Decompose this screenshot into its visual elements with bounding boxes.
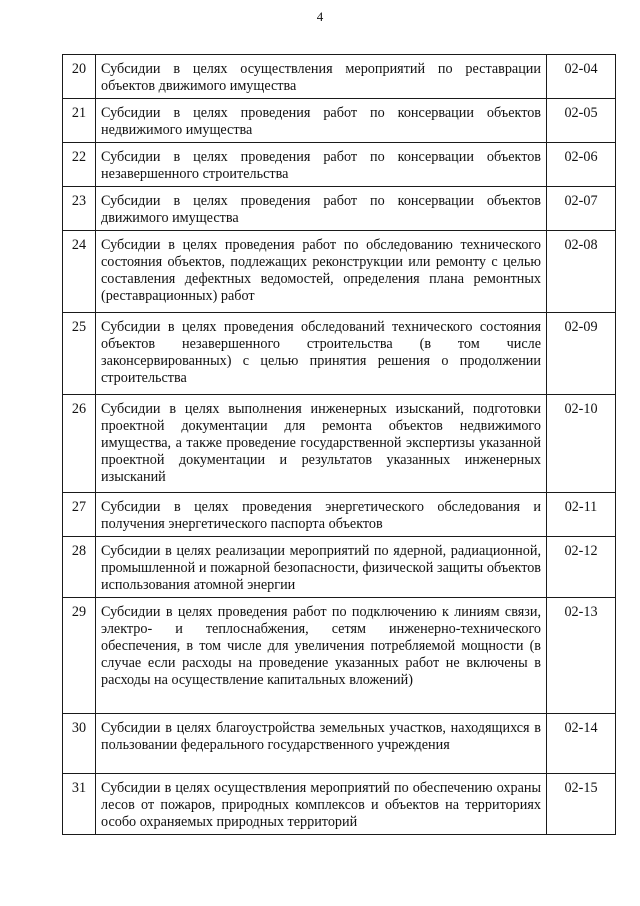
row-number: 31 — [63, 774, 96, 835]
row-code: 02-10 — [547, 395, 616, 493]
table-row — [63, 55, 616, 99]
row-code: 02-11 — [547, 493, 616, 537]
row-code: 02-04 — [547, 55, 616, 99]
row-description: Субсидии в целях проведения работ по обследованию технического состояния объектов, подлежащих реконструкции или ремонту с целью составления дефектных ведомостей, определения плана ремонтных (реставрационных) работ — [96, 231, 547, 313]
table-row — [63, 231, 616, 313]
row-code: 02-13 — [547, 598, 616, 714]
row-code: 02-05 — [547, 99, 616, 143]
row-number: 20 — [63, 55, 96, 99]
row-description: Субсидии в целях проведения работ по консервации объектов недвижимого имущества — [96, 99, 547, 143]
row-description: Субсидии в целях выполнения инженерных изысканий, подготовки проектной документации для ремонта объектов недвижимого имущества, а также проведение государственной экспертизы указанной проектной документации и результатов указанных инженерных изысканий — [96, 395, 547, 493]
subsidy-code-table — [62, 54, 616, 835]
row-number: 22 — [63, 143, 96, 187]
row-description: Субсидии в целях осуществления мероприятий по реставрации объектов движимого имущества — [96, 55, 547, 99]
row-number: 24 — [63, 231, 96, 313]
table-row — [63, 143, 616, 187]
table-row — [63, 187, 616, 231]
table-row — [63, 537, 616, 598]
row-description: Субсидии в целях проведения обследований технического состояния объектов незавершенного строительства (в том числе законсервированных) с целью принятия решения о продолжении строительства — [96, 313, 547, 395]
row-description: Субсидии в целях реализации мероприятий по ядерной, радиационной, промышленной и пожарной безопасности, физической защиты объектов использования атомной энергии — [96, 537, 547, 598]
row-number: 25 — [63, 313, 96, 395]
row-code: 02-09 — [547, 313, 616, 395]
table-row — [63, 395, 616, 493]
row-number: 30 — [63, 714, 96, 774]
row-description: Субсидии в целях проведения работ по консервации объектов движимого имущества — [96, 187, 547, 231]
table-row — [63, 714, 616, 774]
row-description: Субсидии в целях проведения работ по подключению к линиям связи, электро- и теплоснабжения, сетям инженерно-технического обеспечения, в том числе для увеличения потребляемой мощности (в случае если расходы на проведение указанных работ не включены в расходы на осуществление капитальных вложений) — [96, 598, 547, 714]
row-description: Субсидии в целях проведения энергетического обследования и получения энергетического паспорта объектов — [96, 493, 547, 537]
row-number: 29 — [63, 598, 96, 714]
row-code: 02-14 — [547, 714, 616, 774]
table-row — [63, 493, 616, 537]
page-number: 4 — [316, 9, 324, 24]
row-number: 27 — [63, 493, 96, 537]
table-row — [63, 774, 616, 835]
row-code: 02-06 — [547, 143, 616, 187]
row-code: 02-12 — [547, 537, 616, 598]
row-code: 02-15 — [547, 774, 616, 835]
row-number: 21 — [63, 99, 96, 143]
row-number: 28 — [63, 537, 96, 598]
row-description: Субсидии в целях благоустройства земельных участков, находящихся в пользовании федерального государственного учреждения — [96, 714, 547, 774]
table-row — [63, 99, 616, 143]
row-number: 23 — [63, 187, 96, 231]
row-code: 02-07 — [547, 187, 616, 231]
row-description: Субсидии в целях проведения работ по консервации объектов незавершенного строительства — [96, 143, 547, 187]
row-number: 26 — [63, 395, 96, 493]
row-description: Субсидии в целях осуществления мероприятий по обеспечению охраны лесов от пожаров, природных комплексов и объектов на территориях особо охраняемых природных территорий — [96, 774, 547, 835]
table-row — [63, 313, 616, 395]
row-code: 02-08 — [547, 231, 616, 313]
table-row — [63, 598, 616, 714]
